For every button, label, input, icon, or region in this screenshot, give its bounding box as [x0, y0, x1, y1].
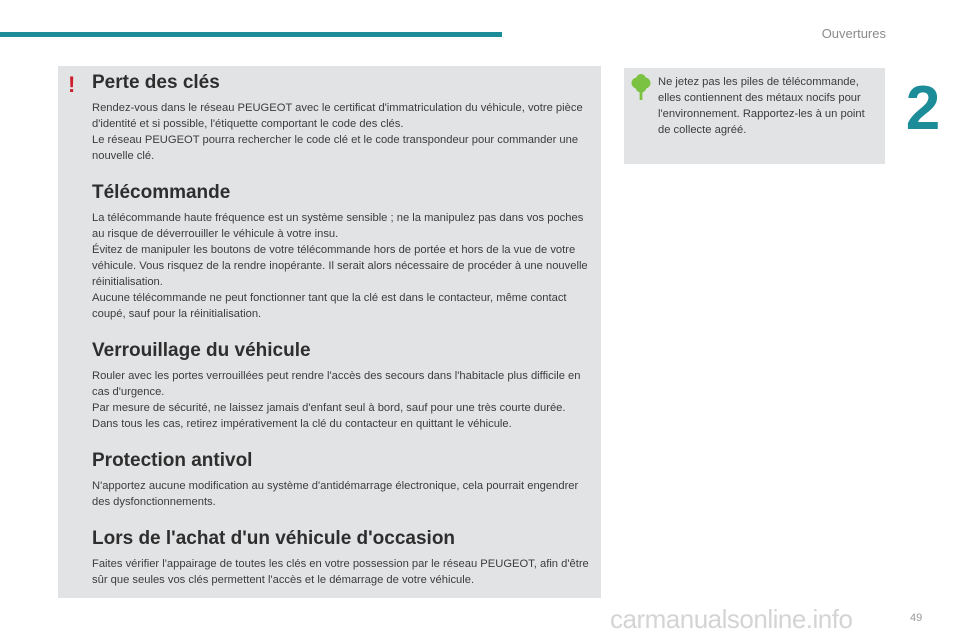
page-number: 49 — [910, 612, 923, 624]
section-protection-antivol — [92, 448, 597, 510]
watermark: carmanualsonline.info — [610, 604, 853, 634]
section-title: Protection antivol — [92, 450, 253, 471]
section-paragraph: La télécommande haute fréquence est un système sensible ; ne la manipulez pas dans vos poches au risque de déverrouiller le véhicule à votre insu. — [92, 212, 584, 240]
header-accent-bar — [0, 32, 502, 37]
section-title: Verrouillage du véhicule — [92, 340, 311, 361]
section-label: Ouvertures — [821, 26, 886, 41]
section-title: Lors de l'achat d'un véhicule d'occasion — [92, 528, 456, 549]
section-achat-occasion — [92, 526, 597, 588]
section-paragraph: Faites vérifier l'appairage de toutes les clés en votre possession par le réseau PEUGEOT, afin d'être sûr que seules vos clés permettent l'accès et le démarrage de votre véhicule. — [92, 558, 589, 586]
eco-note-panel — [624, 68, 885, 164]
chapter-number: 2 — [905, 74, 941, 143]
section-paragraph: Rouler avec les portes verrouillées peut rendre l'accès des secours dans l'habitacle plus difficile en cas d'urgence. — [92, 370, 581, 398]
section-title: Télécommande — [92, 182, 231, 203]
section-paragraph: Aucune télécommande ne peut fonctionner tant que la clé est dans le contacteur, même contact coupé, sauf pour la réinitialisation. — [92, 292, 567, 320]
section-paragraph: Dans tous les cas, retirez impérativement la clé du contacteur en quittant le véhicule. — [92, 418, 512, 430]
section-paragraph: N'apportez aucune modification au système d'antidémarrage électronique, cela pourrait engendrer des dysfonctionnements. — [92, 480, 579, 508]
section-paragraph: Le réseau PEUGEOT pourra rechercher le code clé et le code transpondeur pour commander une nouvelle clé. — [92, 134, 579, 162]
main-content — [92, 70, 597, 604]
main-info-panel — [58, 66, 601, 598]
section-telecommande — [92, 180, 597, 322]
section-perte-des-cles — [92, 70, 597, 164]
eco-note-text: Ne jetez pas les piles de télécommande, elles contiennent des métaux nocifs pour l'environnement. Rapportez-les à un point de collecte agréé. — [658, 76, 865, 136]
section-paragraph: Évitez de manipuler les boutons de votre télécommande hors de portée et hors de la vue de votre véhicule. Vous risquez de la rendre inopérante. Il serait alors nécessaire de procéder à une nouvelle réinitialisation. — [92, 244, 588, 288]
exclamation-icon: ! — [68, 72, 76, 97]
section-verrouillage — [92, 338, 597, 432]
section-paragraph: Rendez-vous dans le réseau PEUGEOT avec le certificat d'immatriculation du véhicule, votre pièce d'identité et si possible, l'étiquette comportant le code des clés. — [92, 102, 583, 130]
section-paragraph: Par mesure de sécurité, ne laissez jamais d'enfant seul à bord, sauf pour une très courte durée. — [92, 402, 566, 414]
section-title: Perte des clés — [92, 72, 220, 93]
tree-icon — [630, 74, 652, 102]
